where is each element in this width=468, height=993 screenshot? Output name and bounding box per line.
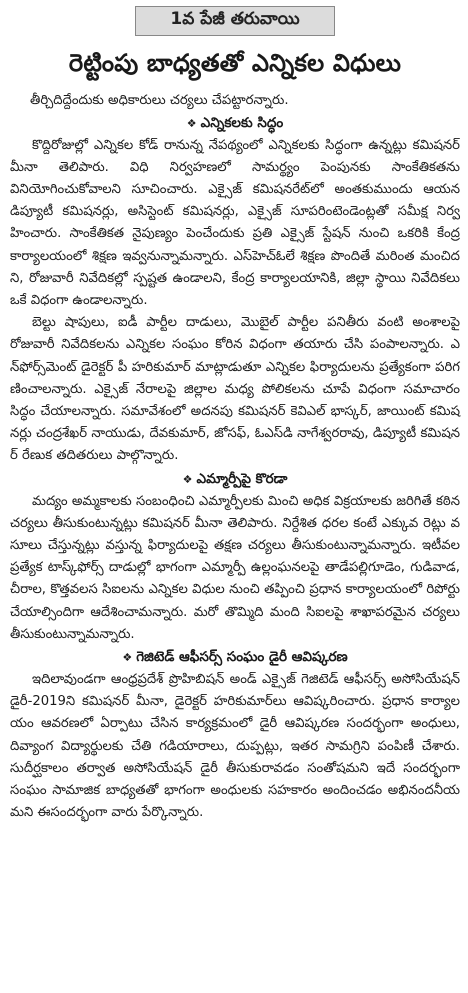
subheading xyxy=(10,468,460,491)
continuation-banner: 1వ పేజీ తరువాయి xyxy=(135,6,335,36)
section-mrp-crackdown xyxy=(10,468,460,646)
section-election-ready xyxy=(10,112,460,468)
subheading xyxy=(10,646,460,669)
paragraph: మద్యం అమ్మకాలకు సంబంధించి ఎమ్మార్పీలకు మించి అధిక విక్రయాలకు జరిగితే కఠిన చర్యలు తీసుకుంటున్నట్లు కమిషనర్ మీనా తెలిపారు. నిర్దేశిత ధరల కంటే ఎక్కువ రెట్లు వసూలు చేస్తున్నట్లు వస్తున్న ఫిర్యాదులపై తక్షణ చర్యలు తీసుకుంటున్నామన్నారు. ఇటీవల ప్రత్యేక టాస్క్‌ఫోర్స్ దాడుల్లో భాగంగా ఎమ్మార్పీ ఉల్లంఘనలపై తాడేపల్లిగూడెం, గుడివాడ, చీరాల, కొత్తవలస సిఐలను ఎన్నికల విధుల నుంచి తప్పించి ప్రధాన కార్యాలయంలో రిపోర్టు చేయాల్సిందిగా ఆదేశించామన్నారు. మరో తొమ్మిది మంది సిఐలపై శాఖాపరమైన చర్యలు తీసుకుంటున్నామన్నారు. xyxy=(10,493,460,642)
subheading-text: గెజిటెడ్ ఆఫీసర్స్ సంఘం డైరీ ఆవిష్కరణ xyxy=(136,649,348,666)
bullet-icon: ❖ xyxy=(122,651,133,665)
subheading xyxy=(10,112,460,135)
bullet-icon: ❖ xyxy=(186,116,197,130)
paragraph: కొద్దిరోజుల్లో ఎన్నికల కోడ్ రానున్న నేపథ్యంలో ఎన్నికలకు సిద్ధంగా ఉన్నట్లు కమిషనర్ మీనా తెలిపారు. విధి నిర్వహణలో సామర్థ్యం పెంపునకు సాంకేతికతను వినియోగించుకోవాలని సూచించారు. ఎక్సైజ్ కమిషనరేట్‌లో అంతకుముందు ఆయన డిప్యూటీ కమిషనర్లు, అసిస్టెంట్ కమిషనర్లు, ఎక్సైజ్ సూపరింటెండెంట్లతో సమీక్ష నిర్వహించారు. సాంకేతికత నైపుణ్యం పెంచేందుకు ప్రతి ఎక్సైజ్ స్టేషన్ నుంచి ఒకరికి కేంద్ర కార్యాలయంలో శిక్షణ ఇవ్వనున్నామన్నారు. ఎస్‌హెచ్‌ఓలే శిక్షణ పొందితే మరింత మంచిదని, రోజువారీ నివేదికల్లో స్పష్టత ఉండాలని, కేంద్ర కార్యాలయానికి, జిల్లా స్థాయి నివేదికలు ఒకే విధంగా ఉండాలన్నారు. xyxy=(10,137,460,309)
headline: రెట్టింపు బాధ్యతతో ఎన్నికల విధులు xyxy=(68,49,402,77)
bullet-icon: ❖ xyxy=(182,472,193,486)
subheading-text: ఎమ్మార్పీపై కొరడా xyxy=(196,470,288,487)
paragraph: బెల్టు షాపులు, ఐడీ పార్టీల దాడులు, మొబైల్ పార్టీల పనితీరు వంటి అంశాలపై రోజువారీ నివేదికలను ఎన్నికల సంఘం కోరిన విధంగా తయారు చేసి పంపాలన్నారు. ఎన్‌ఫోర్స్‌మెంట్ డైరెక్టర్ పీ హరికుమార్ మాట్లాడుతూ ఎన్నికల ఫిర్యాదులను ప్రత్యేకంగా పరిగణించాలన్నారు. ఎక్సైజ్ నేరాలపై జిల్లాల మధ్య పోలికలను చూపే విధంగా సమాచారం సిద్ధం చేయాలన్నారు. సమావేశంలో అదనపు కమిషనర్ కెవిఎల్ భాస్కర్, జాయింట్ కమిషనర్లు చంద్రశేఖర్ నాయుడు, దేవకుమార్, జోసఫ్, ఓఎస్‌డి నాగేశ్వరరావు, డిప్యూటీ కమిషనర్ రేణుక తదితరులు పాల్గొన్నారు. xyxy=(10,315,460,464)
paragraph: ఇదిలావుండగా ఆంధ్రప్రదేశ్ ప్రొహిబిషన్ అండ్ ఎక్సైజ్ గెజిటెడ్ ఆఫీసర్స్ అసోసియేషన్ డైరీ-2019ని కమిషనర్ మీనా, డైరెక్టర్ హరికుమార్‌లు ఆవిష్కరించారు. ప్రధాన కార్యాలయం ఆవరణలో ఏర్పాటు చేసిన కార్యక్రమంలో డైరీ ఆవిష్కరణ సందర్భంగా అంధులు, దివ్యాంగ విద్యార్థులకు చేతి గడియారాలు, దుప్పట్లు, ఇతర సామగ్రిని పంపిణీ చేశారు. సుదీర్ఘకాలం తర్వాత అసోసియేషన్ డైరీ తీసుకురావడం సంతోషమని ఇదే సందర్భంగా సంఘం సామాజిక బాధ్యతతో భాగంగా అంధులకు సహకారం అందించడం అభినందనీయమని ఈసందర్భంగా వారు పేర్కొన్నారు. xyxy=(10,672,460,821)
subheading-text: ఎన్నికలకు సిద్ధం xyxy=(200,114,284,131)
section-diary-release xyxy=(10,646,460,824)
intro-line: తీర్చిదిద్దేందుకు అధికారులు చర్యలు చేపట్టారన్నారు. xyxy=(30,92,289,108)
